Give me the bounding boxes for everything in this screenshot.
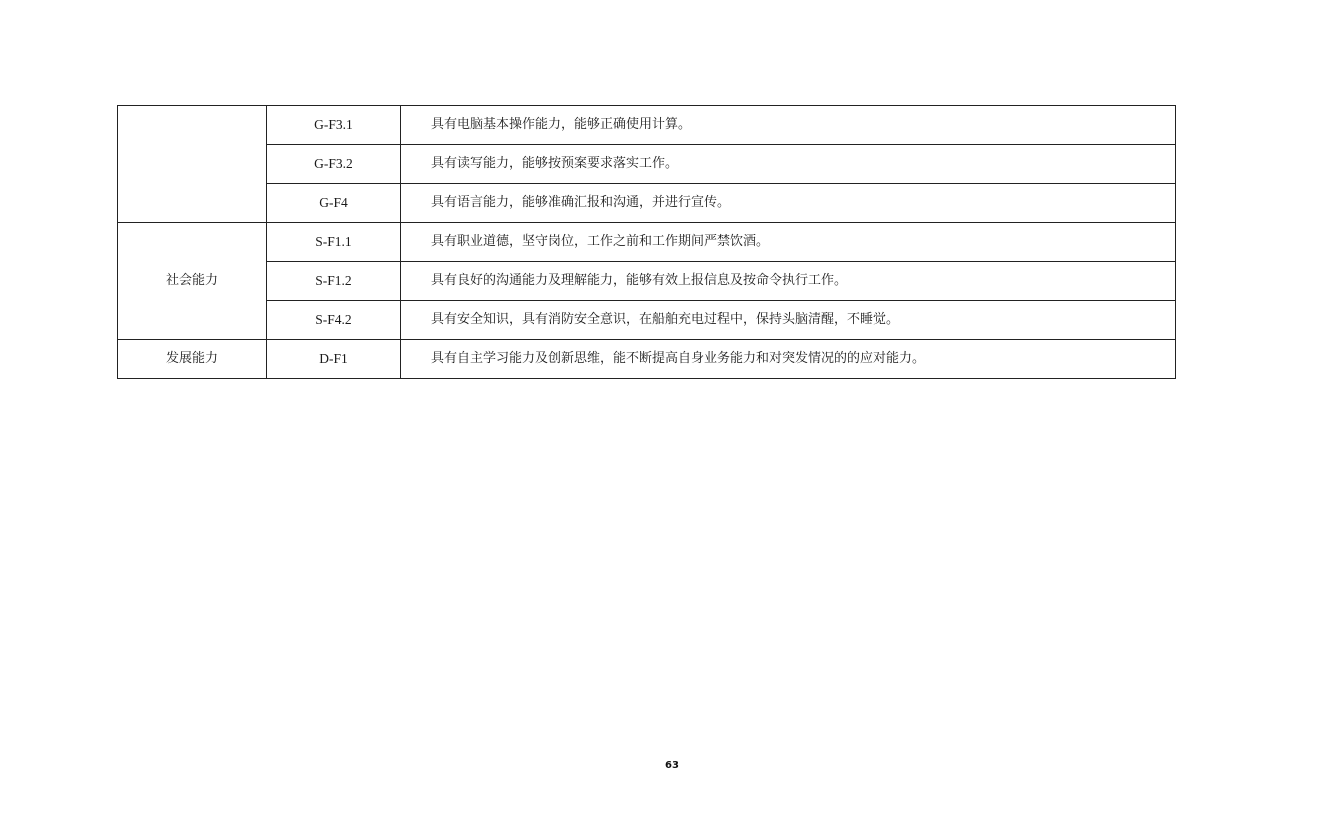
category-cell-development: 发展能力 [118, 340, 267, 379]
table-row [118, 301, 1176, 340]
description-cell: 具有自主学习能力及创新思维，能不断提高自身业务能力和对突发情况的的应对能力。 [401, 340, 1176, 379]
table-row [118, 223, 1176, 262]
code-cell: G-F3.1 [267, 106, 401, 145]
table-row [118, 184, 1176, 223]
code-cell: G-F3.2 [267, 145, 401, 184]
code-cell: D-F1 [267, 340, 401, 379]
table-row [118, 262, 1176, 301]
description-cell: 具有安全知识，具有消防安全意识，在船舶充电过程中，保持头脑清醒，不睡觉。 [401, 301, 1176, 340]
code-cell: G-F4 [267, 184, 401, 223]
description-cell: 具有电脑基本操作能力，能够正确使用计算。 [401, 106, 1176, 145]
code-cell: S-F1.1 [267, 223, 401, 262]
code-cell: S-F4.2 [267, 301, 401, 340]
category-cell [118, 106, 267, 223]
code-cell: S-F1.2 [267, 262, 401, 301]
description-cell: 具有语言能力，能够准确汇报和沟通，并进行宣传。 [401, 184, 1176, 223]
description-cell: 具有职业道德，坚守岗位，工作之前和工作期间严禁饮酒。 [401, 223, 1176, 262]
table-row [118, 145, 1176, 184]
description-cell: 具有读写能力，能够按预案要求落实工作。 [401, 145, 1176, 184]
description-cell: 具有良好的沟通能力及理解能力，能够有效上报信息及按命令执行工作。 [401, 262, 1176, 301]
ability-table [117, 105, 1176, 379]
page-number: 63 [665, 760, 679, 771]
category-cell-social: 社会能力 [118, 223, 267, 340]
table-row [118, 106, 1176, 145]
table-row [118, 340, 1176, 379]
